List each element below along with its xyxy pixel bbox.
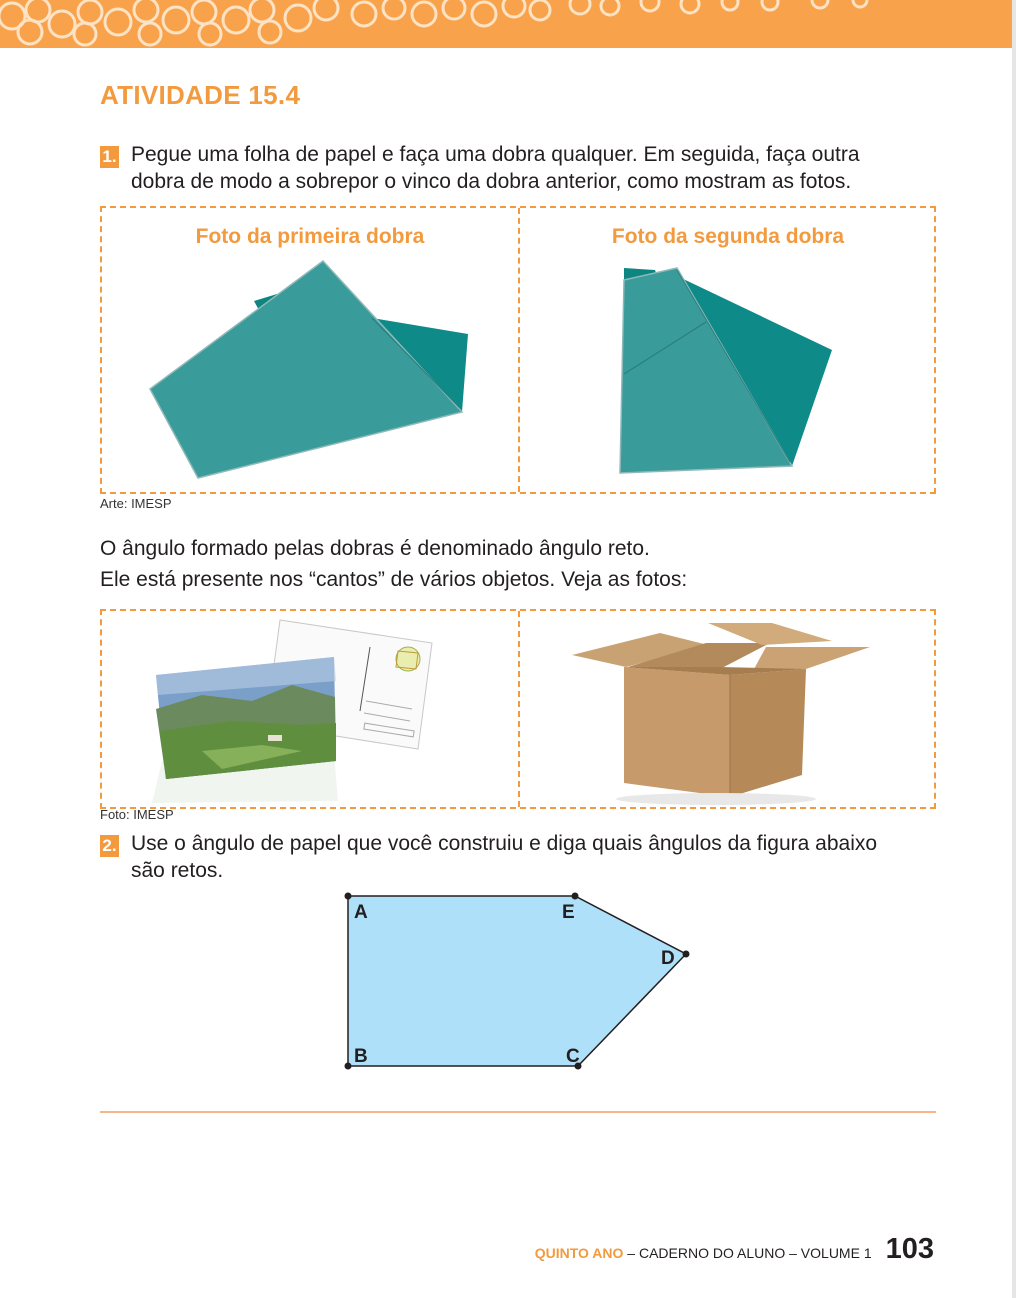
footer-series [535,1245,872,1261]
vertex-d-dot [683,951,690,958]
pentagon-figure [330,880,710,1080]
answer-line [100,1111,936,1113]
photo-credit: Foto: IMESP [100,807,174,822]
activity-title: ATIVIDADE 15.4 [100,80,301,110]
footer-volume: – CADERNO DO ALUNO – VOLUME 1 [623,1245,872,1261]
intro-line-1: O ângulo formado pelas dobras é denominado ângulo reto. [100,537,650,560]
object-photos-panel [100,609,936,809]
fold-photos-panel [100,206,936,494]
pentagon-shape [348,896,686,1066]
header-band [0,0,1012,48]
page-edge [1012,0,1016,1298]
postcard-photo [102,611,518,807]
bubble-pattern [0,0,1012,48]
question-2-number: 2. [100,835,119,857]
question-1-number: 1. [100,146,119,168]
question-2-line-1: Use o ângulo de papel que você construiu e diga quais ângulos da figura abaixo [131,832,878,855]
vertex-b-dot [345,1063,352,1070]
question-2-line-2: são retos. [131,859,224,882]
second-fold-caption: Foto da segunda dobra [611,225,845,248]
page-footer [535,1233,934,1266]
vertex-a-dot [345,893,352,900]
vertex-b-label: B [354,1046,368,1067]
fold-art-credit: Arte: IMESP [100,496,172,511]
cardboard-box-photo [520,611,936,807]
first-fold-image [102,208,518,492]
first-fold-caption: Foto da primeira dobra [195,225,425,248]
vertex-c-label: C [566,1046,580,1067]
question-1-line-2: dobra de modo a sobrepor o vinco da dobra anterior, como mostram as fotos. [131,170,852,193]
vertex-e-dot [572,893,579,900]
footer-grade: QUINTO ANO [534,1245,624,1261]
page-number: 103 [885,1233,934,1265]
intro-line-2: Ele está presente nos “cantos” de vários objetos. Veja as fotos: [100,568,688,591]
vertex-e-label: E [562,902,575,923]
second-fold-image [520,208,936,492]
vertex-d-label: D [661,948,675,969]
question-1-line-1: Pegue uma folha de papel e faça uma dobra qualquer. Em seguida, faça outra [131,143,860,166]
vertex-a-label: A [354,902,368,923]
